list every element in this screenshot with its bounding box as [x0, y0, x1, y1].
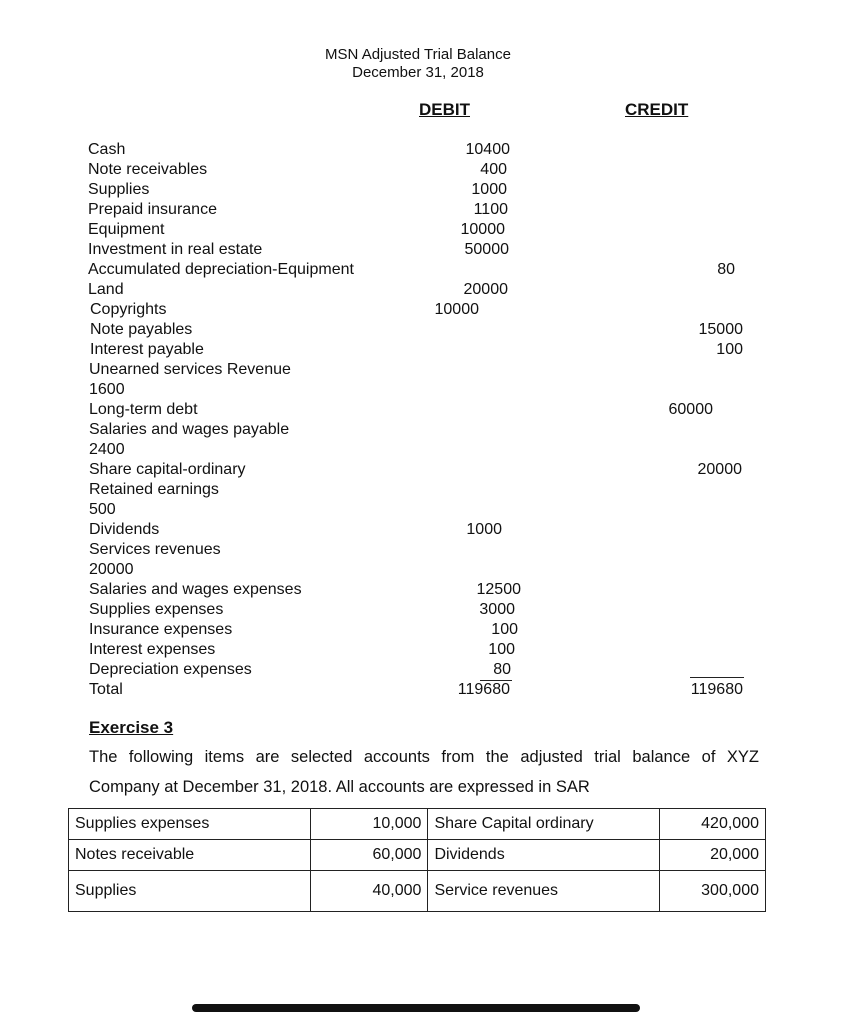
ledger-debit-amount: 1000: [471, 181, 507, 198]
ledger-debit-amount: 50000: [464, 241, 509, 258]
report-date: December 31, 2018: [352, 64, 484, 81]
ledger-credit-amount: 60000: [668, 401, 713, 418]
ledger-debit-amount: 80: [493, 661, 511, 678]
table-row: [69, 840, 766, 871]
ledger-account-name: Interest expenses: [89, 641, 216, 658]
ledger-account-name: Accumulated depreciation-Equipment: [88, 261, 354, 278]
ledger-account-name: Interest payable: [90, 341, 204, 358]
table-cell: 420,000: [660, 809, 766, 840]
ledger-credit-amount: 119680: [690, 681, 743, 698]
ledger-debit-amount: 400: [480, 161, 507, 178]
table-cell: Supplies: [69, 871, 311, 912]
ledger-debit-amount: 3000: [479, 601, 515, 618]
exercise-paragraph-line-1: The following items are selected accounts from the adjusted trial balance of XYZ: [89, 748, 759, 766]
ledger-account-name: Equipment: [88, 221, 165, 238]
ledger-credit-amount: 80: [717, 261, 735, 278]
ledger-debit-amount: 100: [491, 621, 518, 638]
ledger-account-name: Services revenues: [89, 541, 221, 558]
ledger-debit-amount: 12500: [476, 581, 521, 598]
ledger-debit-amount: 10000: [434, 301, 479, 318]
ledger-account-name: Retained earnings: [89, 481, 219, 498]
ledger-debit-amount: 10400: [465, 141, 510, 158]
table-row: [69, 809, 766, 840]
ledger-debit-amount: 100: [488, 641, 515, 658]
exercise-paragraph-line-2: Company at December 31, 2018. All accounts are expressed in SAR: [89, 778, 590, 796]
ledger-account-name: Depreciation expenses: [89, 661, 252, 678]
table-cell: 20,000: [660, 840, 766, 871]
ledger-account-name: Copyrights: [90, 301, 167, 318]
table-cell: 60,000: [310, 840, 428, 871]
ledger-account-name: Long-term debt: [89, 401, 198, 418]
ledger-debit-amount: 119680: [457, 681, 510, 698]
debit-total-rule: [480, 680, 512, 681]
ledger-account-name: Unearned services Revenue: [89, 361, 291, 378]
ledger-account-name: Dividends: [89, 521, 160, 538]
ledger-account-name: 20000: [89, 561, 134, 578]
ledger-account-name: Supplies: [88, 181, 150, 198]
ledger-account-name: 500: [89, 501, 116, 518]
ledger-account-name: Total: [89, 681, 123, 698]
ledger-account-name: Share capital-ordinary: [89, 461, 246, 478]
table-cell: Share Capital ordinary: [428, 809, 660, 840]
credit-column-header: CREDIT: [625, 100, 689, 119]
table-cell: 40,000: [310, 871, 428, 912]
ledger-account-name: 1600: [89, 381, 125, 398]
table-cell: Dividends: [428, 840, 660, 871]
home-indicator-bar: [192, 1004, 640, 1012]
ledger-account-name: Note receivables: [88, 161, 208, 178]
report-title: MSN Adjusted Trial Balance: [325, 46, 511, 63]
ledger-account-name: 2400: [89, 441, 125, 458]
ledger-credit-amount: 100: [716, 341, 743, 358]
ledger-account-name: Supplies expenses: [89, 601, 224, 618]
table-cell: Supplies expenses: [69, 809, 311, 840]
table-cell: 300,000: [660, 871, 766, 912]
ledger-debit-amount: 1100: [473, 201, 508, 218]
ledger-debit-amount: 1000: [466, 521, 502, 538]
ledger-debit-amount: 10000: [460, 221, 505, 238]
ledger-account-name: Land: [88, 281, 124, 298]
table-cell: 10,000: [310, 809, 428, 840]
ledger-account-name: Investment in real estate: [88, 241, 263, 258]
table-cell: Notes receivable: [69, 840, 311, 871]
table-row: [69, 871, 766, 912]
table-cell: Service revenues: [428, 871, 660, 912]
ledger-account-name: Note payables: [90, 321, 193, 338]
ledger-account-name: Prepaid insurance: [88, 201, 217, 218]
credit-total-rule: [690, 677, 744, 678]
ledger-account-name: Salaries and wages payable: [89, 421, 290, 438]
ledger-debit-amount: 20000: [463, 281, 508, 298]
exercise-title: Exercise 3: [89, 718, 174, 737]
ledger-credit-amount: 20000: [697, 461, 742, 478]
ledger-account-name: Cash: [88, 141, 126, 158]
ledger-account-name: Salaries and wages expenses: [89, 581, 302, 598]
ledger-account-name: Insurance expenses: [89, 621, 233, 638]
debit-column-header: DEBIT: [419, 100, 470, 119]
exercise-accounts-table: [68, 808, 766, 912]
ledger-credit-amount: 15000: [698, 321, 743, 338]
